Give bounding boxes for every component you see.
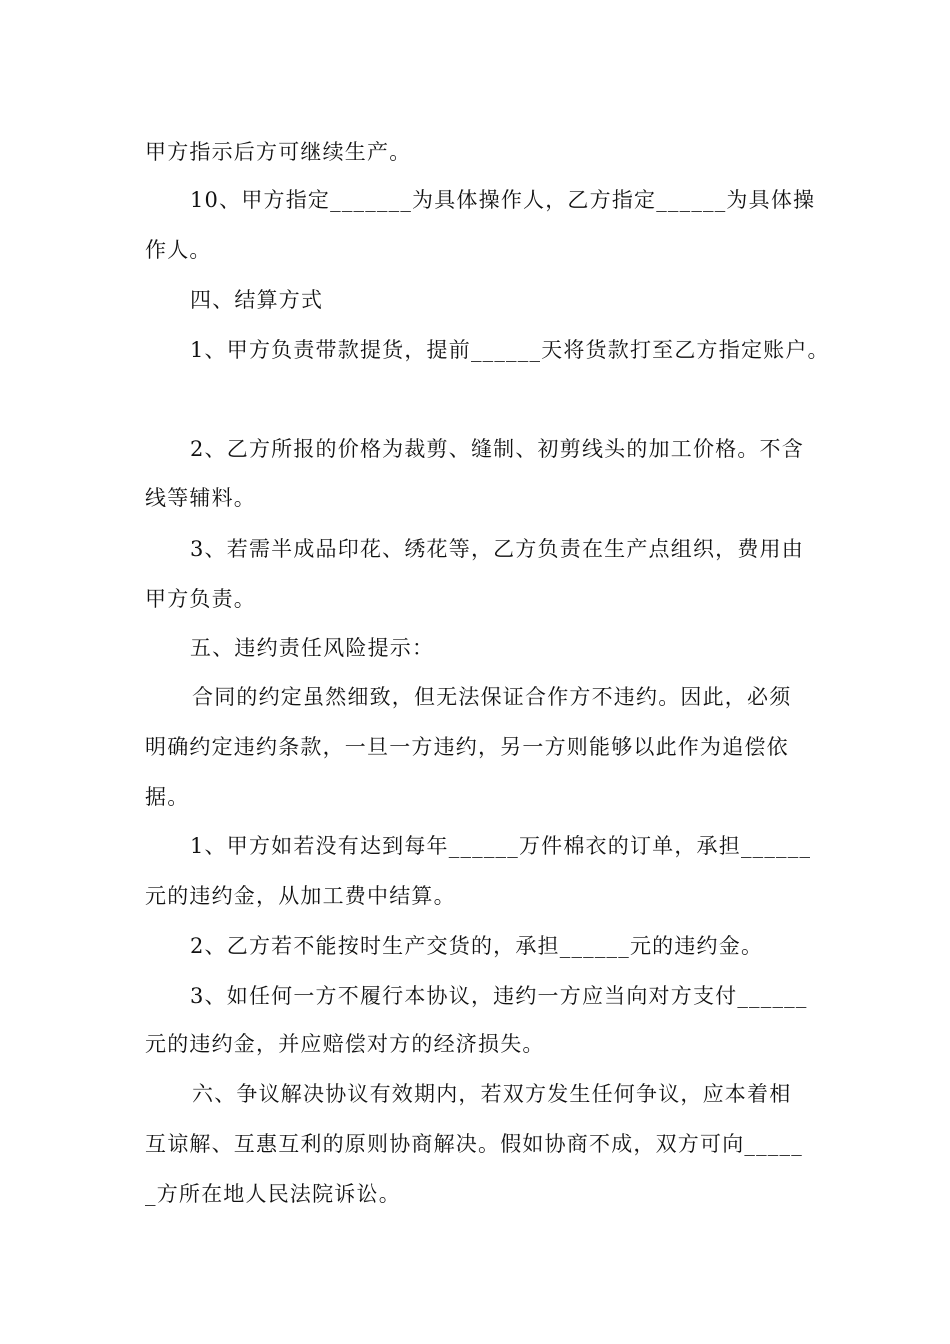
section-heading: 四、结算方式 <box>190 288 324 312</box>
text-line: _方所在地人民法院诉讼。 <box>145 1182 401 1206</box>
text-line: 元的违约金，并应赔偿对方的经济损失。 <box>145 1032 545 1056</box>
section-heading: 六、争议解决协议有效期内，若双方发生任何争议，应本着相 <box>192 1082 792 1106</box>
text-line: 1、甲方如若没有达到每年______万件棉衣的订单，承担______ <box>190 834 812 858</box>
text-line: 合同的约定虽然细致，但无法保证合作方不违约。因此，必须 <box>192 685 792 709</box>
text-line: 互谅解、互惠互利的原则协商解决。假如协商不成，双方可向_____ <box>145 1132 803 1156</box>
section-heading: 五、违约责任风险提示： <box>190 636 435 660</box>
text-line: 明确约定违约条款，一旦一方违约，另一方则能够以此作为追偿依 <box>145 735 789 759</box>
text-line: 线等辅料。 <box>145 486 256 510</box>
text-line: 3、如任何一方不履行本协议，违约一方应当向对方支付______ <box>190 984 808 1008</box>
text-line: 3、若需半成品印花、绣花等，乙方负责在生产点组织，费用由 <box>190 537 804 561</box>
text-line: 1、甲方负责带款提货，提前______天将货款打至乙方指定账户。 <box>190 338 830 362</box>
text-line: 2、乙方所报的价格为裁剪、缝制、初剪线头的加工价格。不含 <box>190 437 804 461</box>
text-line: 元的违约金，从加工费中结算。 <box>145 884 456 908</box>
text-line: 据。 <box>145 785 190 809</box>
text-line: 2、乙方若不能按时生产交货的，承担______元的违约金。 <box>190 934 764 958</box>
text-line: 甲方负责。 <box>145 587 256 611</box>
text-line: 作人。 <box>145 238 212 262</box>
text-line: 10、甲方指定_______为具体操作人，乙方指定______为具体操 <box>190 188 816 212</box>
text-line: 甲方指示后方可继续生产。 <box>145 140 412 164</box>
